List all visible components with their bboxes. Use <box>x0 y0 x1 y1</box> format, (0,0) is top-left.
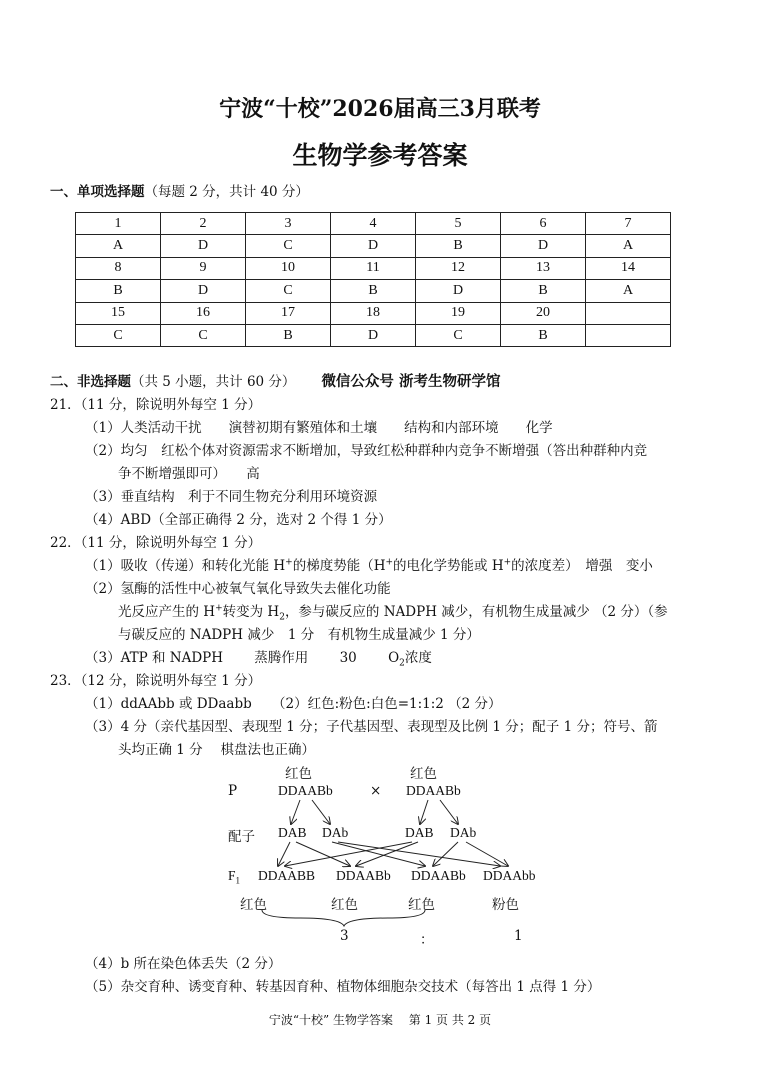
sup-plus: + <box>503 557 512 568</box>
answer-table-cell: 5 <box>416 213 501 235</box>
section1-heading: 一、单项选择题 <box>50 184 145 200</box>
gamete-label: 配子 <box>228 829 255 845</box>
ratio-3: 3 <box>340 928 349 944</box>
brace <box>262 910 425 926</box>
answer-table-cell: 3 <box>246 213 331 235</box>
f1-letter: F <box>228 868 236 883</box>
answer-table-cell: 17 <box>246 302 331 324</box>
arrow-p1-g1 <box>291 800 300 824</box>
q23-line2: （3）4 分（亲代基因型、表现型 1 分；子代基因型、表现型及比例 1 分；配子 1 分；符号、箭 <box>85 719 658 735</box>
parent1-genotype: DDAABb <box>278 783 333 798</box>
cross-symbol: × <box>370 783 382 799</box>
q21-line3: 争不断增强即可） 高 <box>118 466 260 482</box>
offspring-1: DDAABB <box>258 868 316 883</box>
wechat-note: 微信公众号 浙考生物研学馆 <box>321 373 501 390</box>
page-footer: 宁波“十校” 生物学答案 第 1 页 共 2 页 <box>268 1013 492 1027</box>
answer-table-cell: 10 <box>246 257 331 279</box>
q23-head: 23．（12 分，除说明外每空 1 分） <box>50 673 262 689</box>
page-title: 宁波“十校”2026届高三3月联考 <box>219 96 541 122</box>
answer-table-cell: B <box>76 280 161 302</box>
parent2-genotype: DDAABb <box>406 783 461 798</box>
answer-table-cell: C <box>246 280 331 302</box>
answer-table-cell: 20 <box>501 302 586 324</box>
offspring-3: DDAABb <box>411 868 466 883</box>
ratio-1: 1 <box>514 928 523 944</box>
answer-table-cell: 11 <box>331 257 416 279</box>
answer-table-cell: B <box>501 324 586 346</box>
q22-line5-a: （3）ATP 和 NADPH 蒸腾作用 30 O <box>85 650 400 666</box>
answer-table-cell: D <box>501 235 586 257</box>
page-subtitle: 生物学参考答案 <box>292 141 468 170</box>
answer-table-cell: 16 <box>161 302 246 324</box>
sup-plus: + <box>285 557 293 568</box>
answer-table-cell: 15 <box>76 302 161 324</box>
answer-table-cell: D <box>416 280 501 302</box>
q23-line3: 头均正确 1 分 棋盘法也正确） <box>118 742 315 758</box>
q22-line4: 与碳反应的 NADPH 减少 1 分 有机物生成量减少 1 分） <box>118 627 480 643</box>
q22-line3-b: 转变为 H <box>222 604 280 620</box>
q22-line2: （2）氢酶的活性中心被氧气氧化导致失去催化功能 <box>85 581 391 597</box>
sub-2: 2 <box>279 612 285 623</box>
parent2-phenotype: 红色 <box>410 766 437 782</box>
answer-table-cell: D <box>331 324 416 346</box>
answer-table-cell: B <box>416 235 501 257</box>
answer-table-cell: C <box>161 324 246 346</box>
answer-table-cell: A <box>586 280 671 302</box>
answer-table-cell: 6 <box>501 213 586 235</box>
answer-table-cell: 18 <box>331 302 416 324</box>
arrow-p2-g3 <box>420 800 428 824</box>
gamete-3: DAB <box>405 825 434 840</box>
offspring-2-phenotype: 红色 <box>331 897 358 913</box>
q21-head: 21．（11 分，除说明外每空 1 分） <box>50 397 262 413</box>
gamete-4: DAb <box>450 825 477 840</box>
q22-line5-b: 浓度 <box>404 650 432 666</box>
answer-table-cell: C <box>76 324 161 346</box>
answer-table-cell: C <box>416 324 501 346</box>
parent1-phenotype: 红色 <box>285 766 312 782</box>
answer-table-cell: A <box>586 235 671 257</box>
offspring-2: DDAABb <box>336 868 391 883</box>
sub-2: 2 <box>399 658 405 669</box>
q22-head: 22．（11 分，除说明外每空 1 分） <box>50 535 262 551</box>
section2-heading: 二、非选择题 <box>50 374 131 390</box>
answer-table-cell: D <box>161 235 246 257</box>
arrow-p1-g2 <box>312 800 330 824</box>
answer-table-cell: 12 <box>416 257 501 279</box>
offspring-4-phenotype: 粉色 <box>492 897 519 913</box>
arrow-g4-o3 <box>433 842 458 866</box>
q22-line3-c: ，参与碳反应的 NADPH 减少，有机物生成量减少 （2 分）（参 <box>284 604 668 620</box>
answer-table-cell: B <box>501 280 586 302</box>
answer-table-cell: 8 <box>76 257 161 279</box>
answer-table-cell: 14 <box>586 257 671 279</box>
answer-table-cell: A <box>76 235 161 257</box>
answer-table-cell: 2 <box>161 213 246 235</box>
q21-line4: （3）垂直结构 利于不同生物充分利用环境资源 <box>85 489 378 505</box>
f1-sub: 1 <box>235 875 241 886</box>
q22-line1-c: 的电化学势能或 H <box>393 558 504 574</box>
q22-line3-a: 光反应产生的 H <box>118 604 216 620</box>
sup-plus: + <box>385 557 394 568</box>
q22-line1-a: （1）吸收（传递）和转化光能 H <box>85 558 286 574</box>
q23-line5: （5）杂交育种、诱变育种、转基因育种、植物体细胞杂交技术（每答出 1 点得 1 分） <box>85 979 601 995</box>
sup-plus: + <box>215 603 223 614</box>
arrow-g2-o4 <box>338 842 500 866</box>
arrow-p2-g4 <box>440 800 458 824</box>
section2-note: （共 5 小题，共计 60 分） <box>131 374 296 390</box>
q23-line4: （4）b 所在染色体丢失（2 分） <box>85 956 282 972</box>
answer-table-cell: D <box>331 235 416 257</box>
q21-line2: （2）均匀 红松个体对资源需求不断增加，导致红松种群种内竞争不断增强（答出种群种内竞 <box>85 443 648 459</box>
q23-line1: （1）ddAAbb 或 DDaabb （2）红色:粉色:白色=1:1:2 （2 分） <box>85 696 502 712</box>
ratio-colon: ： <box>420 932 434 948</box>
answer-table-cell: D <box>161 280 246 302</box>
offspring-4: DDAAbb <box>483 868 536 883</box>
answer-table-cell: 7 <box>586 213 671 235</box>
offspring-3-phenotype: 红色 <box>408 897 435 913</box>
section1-note: （每题 2 分，共计 40 分） <box>144 184 309 200</box>
gamete-2: DAb <box>322 825 349 840</box>
q22-line1-b: 的梯度势能（H <box>292 558 386 574</box>
answer-table-cell: 4 <box>331 213 416 235</box>
arrow-g1-o1 <box>278 842 290 866</box>
offspring-1-phenotype: 红色 <box>240 897 267 913</box>
q21-line1: （1）人类活动干扰 演替初期有繁殖体和土壤 结构和内部环境 化学 <box>85 420 553 436</box>
gamete-1: DAB <box>278 825 307 840</box>
q21-line5: （4）ABD（全部正确得 2 分，选对 2 个得 1 分） <box>85 512 392 528</box>
answer-table-cell: C <box>246 235 331 257</box>
answer-table-cell: B <box>331 280 416 302</box>
answer-table-cell: 19 <box>416 302 501 324</box>
answer-table-cell: 13 <box>501 257 586 279</box>
p-label: P <box>228 783 238 799</box>
answer-table-cell: 1 <box>76 213 161 235</box>
answer-table-cell: B <box>246 324 331 346</box>
answer-table-cell: 9 <box>161 257 246 279</box>
q22-line1-d: 的浓度差） 增强 变小 <box>511 558 653 574</box>
